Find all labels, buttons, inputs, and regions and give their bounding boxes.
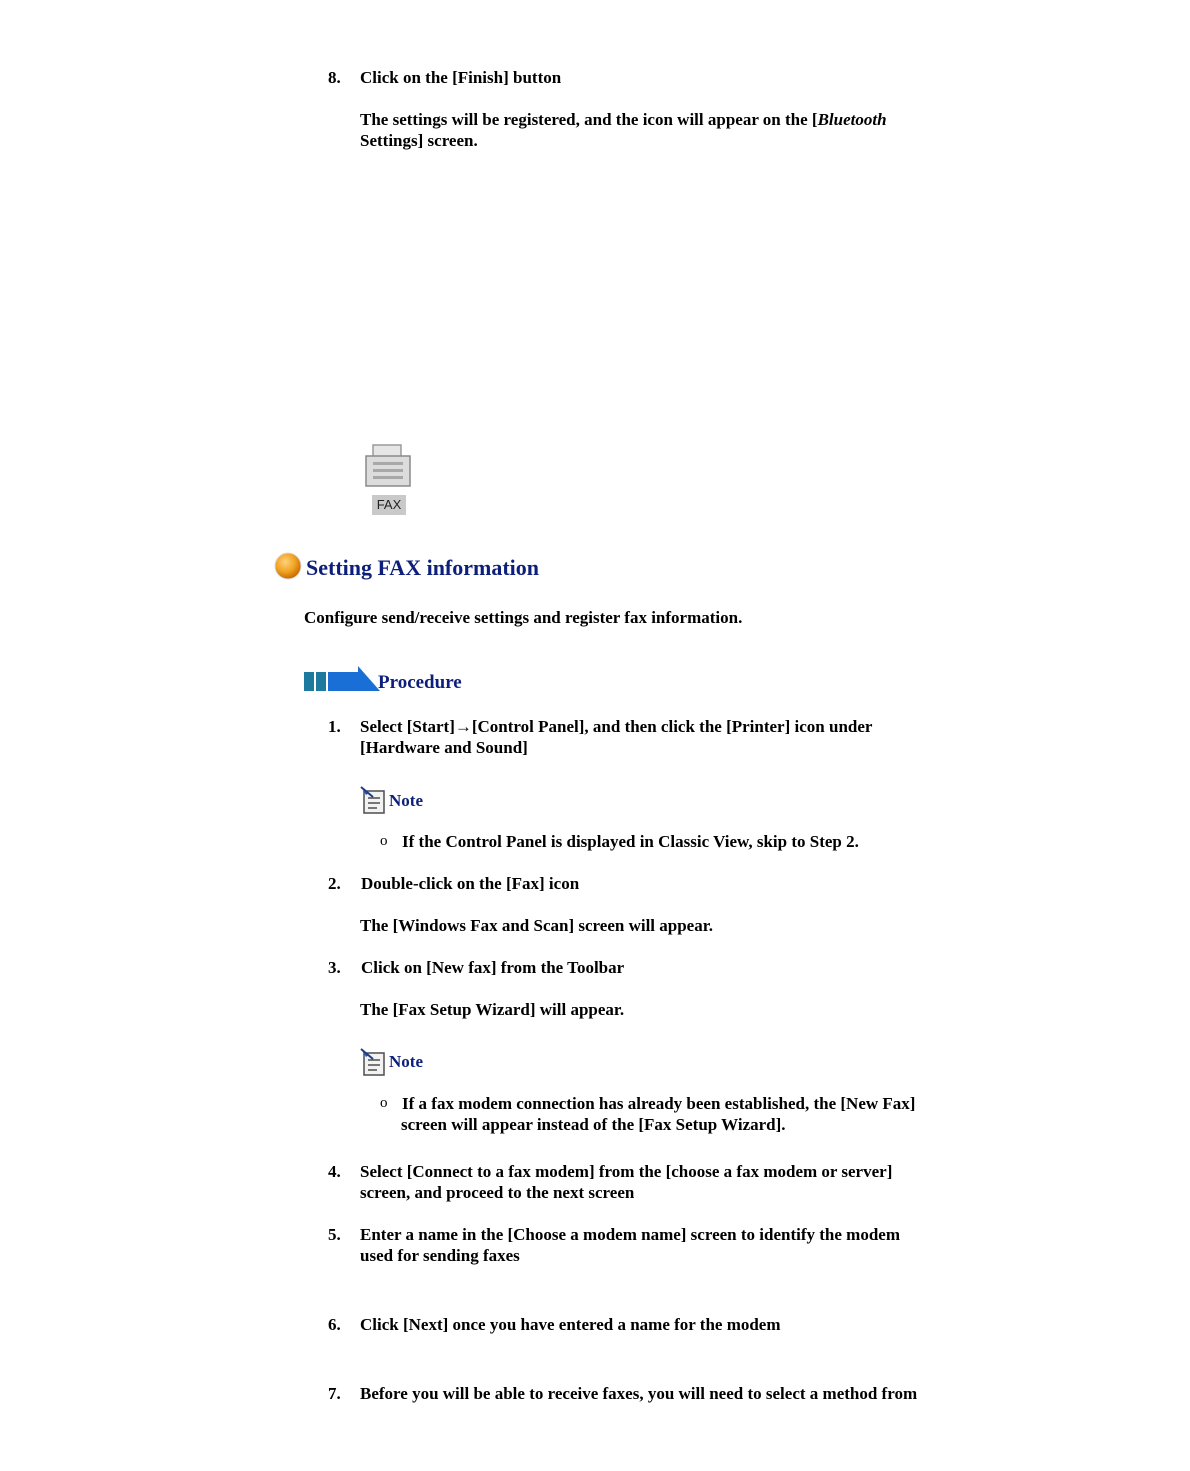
orange-bullet-icon	[273, 551, 303, 581]
step-2-title: Double-click on the [Fax] icon	[361, 874, 580, 893]
note-1-label: Note	[389, 791, 423, 810]
note-1-text: If the Control Panel is displayed in Classic View, skip to Step 2.	[402, 832, 859, 851]
step-7-number: 7.	[328, 1384, 341, 1403]
note-icon	[359, 785, 387, 815]
step-6-number: 6.	[328, 1315, 341, 1334]
step-5-number: 5.	[328, 1225, 341, 1244]
fax-printer-icon	[362, 442, 414, 520]
step-7-title: Before you will be able to receive faxes, you will need to select a method from	[360, 1384, 918, 1403]
section-title: Setting FAX information	[306, 555, 540, 580]
step-4-line1: Select [Connect to a fax modem] from the [choose a fax modem or server]	[360, 1162, 893, 1181]
step-8-number: 8.	[328, 68, 341, 87]
step-6-title: Click [Next] once you have entered a name for the modem	[360, 1315, 781, 1334]
note-2-bullet: o	[380, 1095, 388, 1111]
note-2-label: Note	[389, 1052, 423, 1071]
step-4-line2: screen, and proceed to the next screen	[360, 1183, 635, 1202]
section-intro: Configure send/receive settings and register fax information.	[304, 608, 743, 627]
bluetooth-term: Bluetooth	[817, 110, 887, 129]
fax-icon-label: FAX	[372, 495, 406, 515]
procedure-arrow-icon	[304, 664, 380, 692]
note-2-line1: If a fax modem connection has already been established, the [New Fax]	[402, 1094, 916, 1113]
step-3-number: 3.	[328, 958, 341, 977]
procedure-label: Procedure	[378, 672, 462, 693]
step-5-line2: used for sending faxes	[360, 1246, 520, 1265]
step-1-line1: Select [Start]→[Control Panel], and then click the [Printer] icon under	[360, 717, 873, 736]
step-8-description-line1: The settings will be registered, and the icon will appear on the [Bluetooth	[360, 110, 887, 129]
step-4-number: 4.	[328, 1162, 341, 1181]
step-3-description: The [Fax Setup Wizard] will appear.	[360, 1000, 625, 1019]
step-2-number: 2.	[328, 874, 341, 893]
step-8-description-line2: Settings] screen.	[360, 131, 478, 150]
step-8-title: Click on the [Finish] button	[360, 68, 562, 87]
step-2-description: The [Windows Fax and Scan] screen will appear.	[360, 916, 713, 935]
note-icon	[359, 1047, 387, 1077]
step-1-number: 1.	[328, 717, 341, 736]
note-1-bullet: o	[380, 833, 388, 849]
step-3-title: Click on [New fax] from the Toolbar	[361, 958, 625, 977]
note-2-line2: screen will appear instead of the [Fax Setup Wizard].	[401, 1115, 786, 1134]
step-1-line2: [Hardware and Sound]	[360, 738, 528, 757]
step-5-line1: Enter a name in the [Choose a modem name] screen to identify the modem	[360, 1225, 900, 1244]
